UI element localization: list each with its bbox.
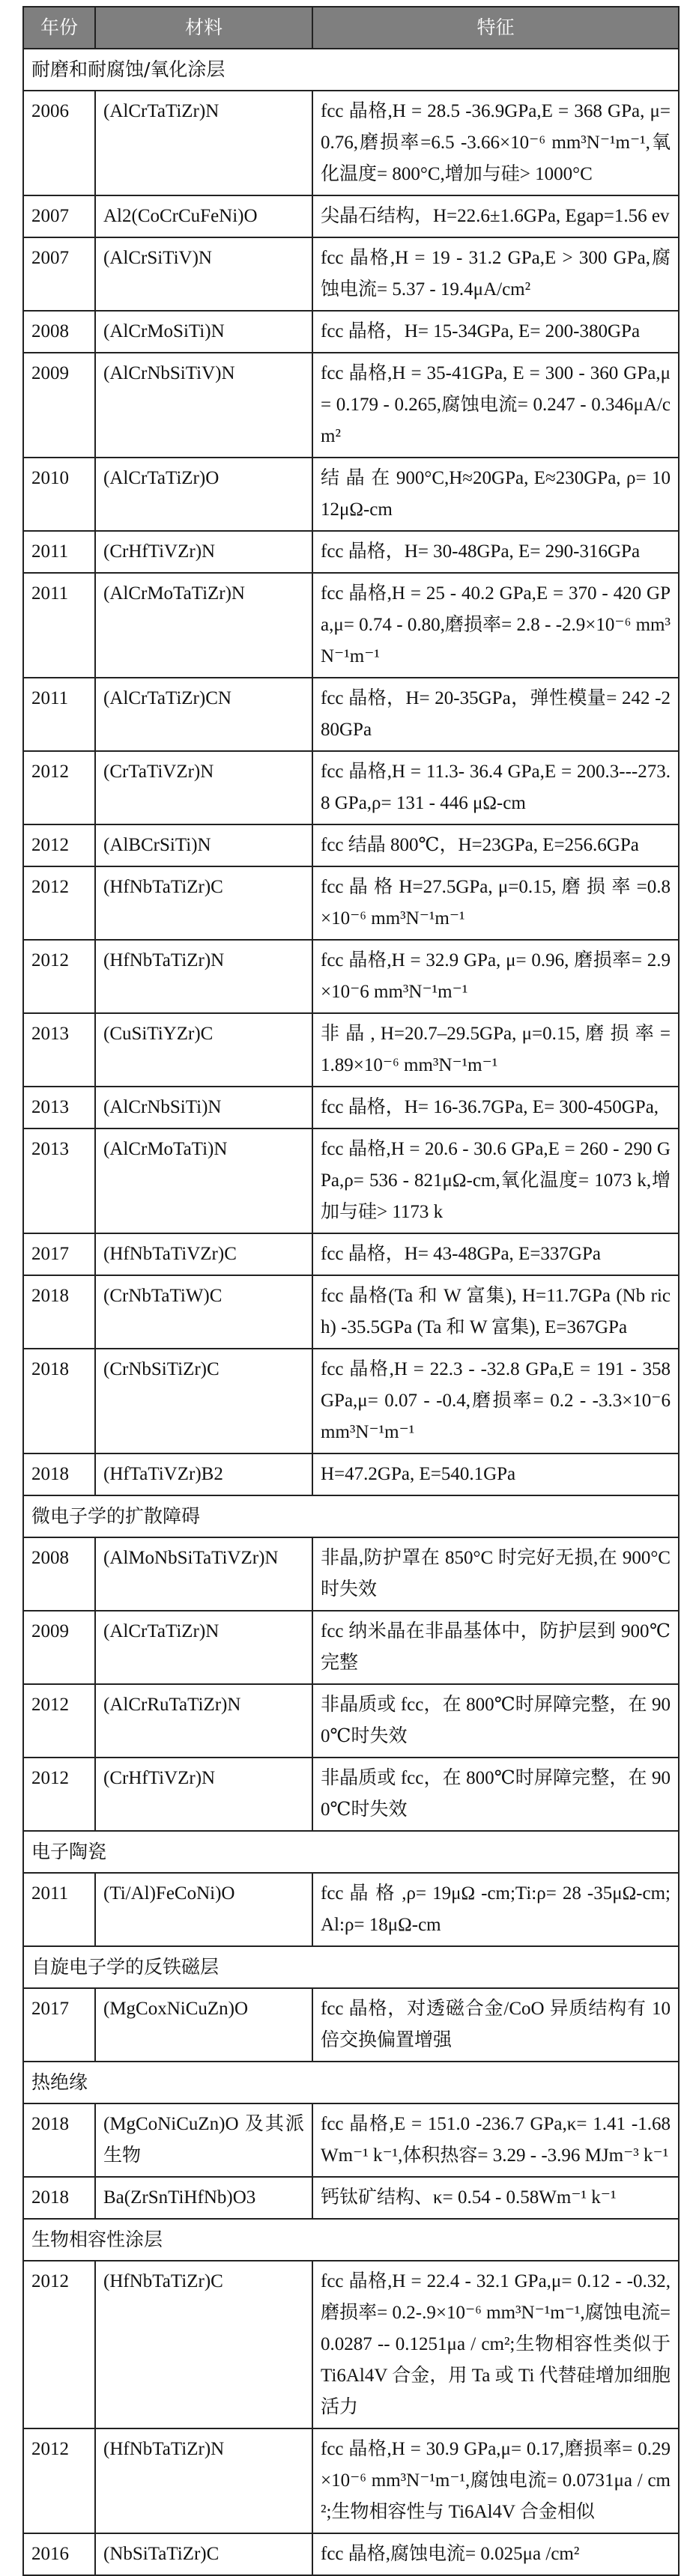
material-cell: (AlCrRuTaTiZr)N	[95, 1684, 312, 1758]
material-cell: (AlCrMoSiTi)N	[95, 311, 312, 353]
material-cell: (CrTaTiVZr)N	[95, 751, 312, 824]
material-cell: (HfNbTaTiZr)C	[95, 866, 312, 940]
table-row	[23, 311, 679, 353]
material-cell: (AlBCrSiTi)N	[95, 824, 312, 866]
year-cell: 2018	[23, 2177, 95, 2219]
feature-cell: 非晶质或 fcc，在 800℃时屏障完整，在 900℃时失效	[312, 1758, 679, 1831]
header-material: 材料	[95, 7, 312, 49]
feature-cell: fcc 晶 格 ,ρ= 19μΩ -cm;Ti:ρ= 28 -35μΩ-cm;Al:ρ= 18μΩ-cm	[312, 1873, 679, 1946]
year-cell: 2006	[23, 91, 95, 195]
category-row	[23, 1946, 679, 1988]
year-cell: 2012	[23, 751, 95, 824]
material-cell: (HfTaTiVZr)B2	[95, 1453, 312, 1495]
feature-cell: 结 晶 在 900°C,H≈20GPa, E≈230GPa, ρ= 1012μΩ-cm	[312, 458, 679, 531]
category-row	[23, 2219, 679, 2261]
year-cell: 2007	[23, 195, 95, 237]
feature-cell: fcc 晶格,H = 20.6 - 30.6 GPa,E = 260 - 290 GPa,ρ= 536 - 821μΩ-cm,氧化温度= 1073 k,增加与硅> 1173 k	[312, 1128, 679, 1233]
material-cell: (HfNbTaTiVZr)C	[95, 1233, 312, 1275]
feature-cell: fcc 晶格,H = 28.5 -36.9GPa,E = 368 GPa, μ= 0.76,磨损率=6.5 -3.66×10⁻⁶ mm³N⁻¹m⁻¹,氧化温度= 800°C,增加与硅> 1000°C	[312, 91, 679, 195]
header-feature: 特征	[312, 7, 679, 49]
year-cell: 2012	[23, 1684, 95, 1758]
table-row	[23, 2428, 679, 2533]
material-cell: (NbSiTaTiZr)C	[95, 2533, 312, 2575]
year-cell: 2013	[23, 1013, 95, 1087]
feature-cell: fcc 晶格,H = 35-41GPa, E = 300 - 360 GPa,μ= 0.179 - 0.265,腐蚀电流= 0.247 - 0.346μA/cm²	[312, 353, 679, 458]
table-row	[23, 824, 679, 866]
category-row	[23, 1831, 679, 1873]
material-cell: (AlCrNbSiTi)N	[95, 1087, 312, 1128]
table-row	[23, 1758, 679, 1831]
material-cell: Al2(CoCrCuFeNi)O	[95, 195, 312, 237]
table-row	[23, 458, 679, 531]
year-cell: 2016	[23, 2533, 95, 2575]
year-cell: 2013	[23, 1087, 95, 1128]
table-row	[23, 1087, 679, 1128]
table-body	[23, 49, 679, 2575]
feature-cell: fcc 晶格，H= 16-36.7GPa, E= 300-450GPa,	[312, 1087, 679, 1128]
feature-cell: 非 晶 , H=20.7–29.5GPa, μ=0.15, 磨 损 率 =1.89×10⁻⁶ mm³N⁻¹m⁻¹	[312, 1013, 679, 1087]
feature-cell: fcc 晶格,H = 25 - 40.2 GPa,E = 370 - 420 GPa,μ= 0.74 - 0.80,磨损率= 2.8 - -2.9×10⁻⁶ mm³N⁻¹m⁻¹	[312, 573, 679, 678]
table-row	[23, 1988, 679, 2062]
year-cell: 2011	[23, 573, 95, 678]
table-row	[23, 751, 679, 824]
material-cell: (AlCrMoTaTiZr)N	[95, 573, 312, 678]
material-cell: (AlMoNbSiTaTiVZr)N	[95, 1537, 312, 1611]
material-cell: (CrHfTiVZr)N	[95, 531, 312, 573]
material-cell: (HfNbTaTiZr)N	[95, 2428, 312, 2533]
category-label: 热绝缘	[23, 2062, 679, 2103]
material-cell: (CrHfTiVZr)N	[95, 1758, 312, 1831]
material-cell: (AlCrTaTiZr)O	[95, 458, 312, 531]
year-cell: 2011	[23, 531, 95, 573]
year-cell: 2008	[23, 1537, 95, 1611]
feature-cell: 尖晶石结构，H=22.6±1.6GPa, Egap=1.56 ev	[312, 195, 679, 237]
category-row	[23, 2062, 679, 2103]
category-label: 微电子学的扩散障碍	[23, 1495, 679, 1537]
table-row	[23, 573, 679, 678]
material-cell: (AlCrSiTiV)N	[95, 237, 312, 311]
table-row	[23, 940, 679, 1013]
table-row	[23, 1453, 679, 1495]
material-cell: (AlCrTaTiZr)N	[95, 91, 312, 195]
material-cell: (AlCrMoTaTi)N	[95, 1128, 312, 1233]
table-row	[23, 1233, 679, 1275]
feature-cell: fcc 晶格,H = 19 - 31.2 GPa,E > 300 GPa,腐蚀电流= 5.37 - 19.4μA/cm²	[312, 237, 679, 311]
table-row	[23, 1537, 679, 1611]
category-label: 生物相容性涂层	[23, 2219, 679, 2261]
year-cell: 2012	[23, 824, 95, 866]
table-row	[23, 1611, 679, 1684]
feature-cell: fcc 纳米晶在非晶基体中，防护层到 900℃完整	[312, 1611, 679, 1684]
materials-table	[22, 6, 680, 2576]
material-cell: (CuSiTiYZr)C	[95, 1013, 312, 1087]
category-label: 耐磨和耐腐蚀/氧化涂层	[23, 49, 679, 91]
category-label: 电子陶瓷	[23, 1831, 679, 1873]
feature-cell: fcc 晶格，H= 43-48GPa, E=337GPa	[312, 1233, 679, 1275]
year-cell: 2018	[23, 1275, 95, 1349]
table-row	[23, 1684, 679, 1758]
table-row	[23, 237, 679, 311]
feature-cell: fcc 晶格,E = 151.0 -236.7 GPa,κ= 1.41 -1.68 Wm⁻¹ k⁻¹,体积热容= 3.29 - -3.96 MJm⁻³ k⁻¹	[312, 2103, 679, 2177]
material-cell: (CrNbTaTiW)C	[95, 1275, 312, 1349]
material-cell: (AlCrTaTiZr)N	[95, 1611, 312, 1684]
year-cell: 2007	[23, 237, 95, 311]
table-row	[23, 1349, 679, 1453]
material-cell: (AlCrNbSiTiV)N	[95, 353, 312, 458]
table-row	[23, 353, 679, 458]
material-cell: (HfNbTaTiZr)N	[95, 940, 312, 1013]
material-cell: (CrNbSiTiZr)C	[95, 1349, 312, 1453]
feature-cell: 非晶,防护罩在 850°C 时完好无损,在 900°C 时失效	[312, 1537, 679, 1611]
feature-cell: fcc 晶格,腐蚀电流= 0.025μa /cm²	[312, 2533, 679, 2575]
table-row	[23, 866, 679, 940]
category-row	[23, 1495, 679, 1537]
year-cell: 2013	[23, 1128, 95, 1233]
year-cell: 2009	[23, 353, 95, 458]
material-cell: (MgCoNiCuZn)O 及其派生物	[95, 2103, 312, 2177]
feature-cell: fcc 晶格,H = 32.9 GPa, μ= 0.96, 磨损率= 2.9×10⁻6 mm³N⁻¹m⁻¹	[312, 940, 679, 1013]
table-row	[23, 1013, 679, 1087]
material-cell: Ba(ZrSnTiHfNb)O3	[95, 2177, 312, 2219]
year-cell: 2018	[23, 1453, 95, 1495]
feature-cell: 非晶质或 fcc，在 800℃时屏障完整，在 900℃时失效	[312, 1684, 679, 1758]
table-row	[23, 2103, 679, 2177]
year-cell: 2011	[23, 678, 95, 751]
feature-cell: fcc 晶格，对透磁合金/CoO 异质结构有 10 倍交换偏置增强	[312, 1988, 679, 2062]
feature-cell: fcc 晶格(Ta 和 W 富集), H=11.7GPa (Nb rich) -35.5GPa (Ta 和 W 富集), E=367GPa	[312, 1275, 679, 1349]
material-cell: (HfNbTaTiZr)C	[95, 2261, 312, 2428]
table-row	[23, 2177, 679, 2219]
table-row	[23, 2533, 679, 2575]
feature-cell: fcc 晶格，H= 30-48GPa, E= 290-316GPa	[312, 531, 679, 573]
year-cell: 2012	[23, 2261, 95, 2428]
year-cell: 2012	[23, 2428, 95, 2533]
feature-cell: fcc 结晶 800℃，H=23GPa, E=256.6GPa	[312, 824, 679, 866]
table-row	[23, 1873, 679, 1946]
year-cell: 2011	[23, 1873, 95, 1946]
feature-cell: fcc 晶格,H = 30.9 GPa,μ= 0.17,磨损率= 0.29×10⁻⁶ mm³N⁻¹m⁻¹,腐蚀电流= 0.0731μa / cm²;生物相容性与 Ti6Al4V 合金相似	[312, 2428, 679, 2533]
year-cell: 2018	[23, 1349, 95, 1453]
year-cell: 2012	[23, 866, 95, 940]
feature-cell: fcc 晶格,H = 22.3 - -32.8 GPa,E = 191 - 358 GPa,μ= 0.07 - -0.4,磨损率= 0.2 - -3.3×10⁻6 mm³N⁻¹m⁻¹	[312, 1349, 679, 1453]
year-cell: 2010	[23, 458, 95, 531]
header-year: 年份	[23, 7, 95, 49]
year-cell: 2018	[23, 2103, 95, 2177]
table-row	[23, 678, 679, 751]
material-cell: (Ti/Al)FeCoNi)O	[95, 1873, 312, 1946]
year-cell: 2012	[23, 940, 95, 1013]
material-cell: (MgCoxNiCuZn)O	[95, 1988, 312, 2062]
feature-cell: fcc 晶格，H= 20-35GPa，弹性模量= 242 -280GPa	[312, 678, 679, 751]
feature-cell: fcc 晶 格 H=27.5GPa, μ=0.15, 磨 损 率 =0.8×10⁻⁶ mm³N⁻¹m⁻¹	[312, 866, 679, 940]
table-row	[23, 2261, 679, 2428]
material-cell: (AlCrTaTiZr)CN	[95, 678, 312, 751]
table-row	[23, 531, 679, 573]
table-row	[23, 91, 679, 195]
year-cell: 2009	[23, 1611, 95, 1684]
header-row	[23, 7, 679, 49]
feature-cell: H=47.2GPa, E=540.1GPa	[312, 1453, 679, 1495]
table-header	[23, 7, 679, 49]
year-cell: 2017	[23, 1233, 95, 1275]
table-row	[23, 195, 679, 237]
year-cell: 2008	[23, 311, 95, 353]
feature-cell: fcc 晶格,H = 11.3- 36.4 GPa,E = 200.3---273.8 GPa,ρ= 131 - 446 μΩ-cm	[312, 751, 679, 824]
category-row	[23, 49, 679, 91]
feature-cell: 钙钛矿结构、κ= 0.54 - 0.58Wm⁻¹ k⁻¹	[312, 2177, 679, 2219]
category-label: 自旋电子学的反铁磁层	[23, 1946, 679, 1988]
year-cell: 2017	[23, 1988, 95, 2062]
feature-cell: fcc 晶格，H= 15-34GPa, E= 200-380GPa	[312, 311, 679, 353]
feature-cell: fcc 晶格,H = 22.4 - 32.1 GPa,μ= 0.12 - -0.32,磨损率= 0.2-.9×10⁻⁶ mm³N⁻¹m⁻¹,腐蚀电流= 0.0287 -- 0.1251μa / cm²;生物相容性类似于 Ti6Al4V 合金，用 Ta 或 Ti 代替硅增加细胞活力	[312, 2261, 679, 2428]
table-row	[23, 1275, 679, 1349]
year-cell: 2012	[23, 1758, 95, 1831]
table-row	[23, 1128, 679, 1233]
